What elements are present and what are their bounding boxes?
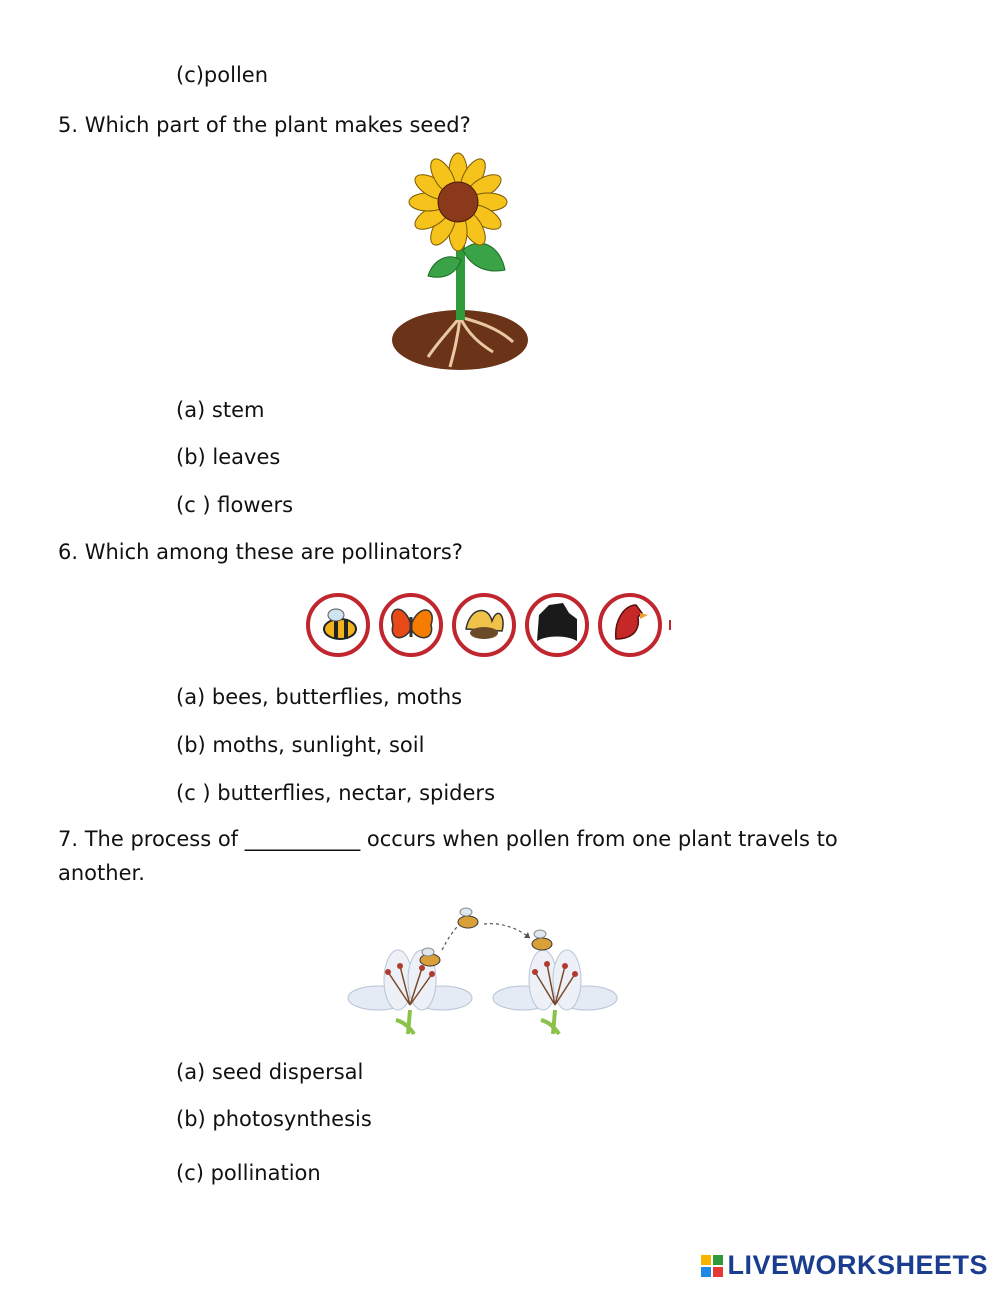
bee-arriving-icon: [532, 930, 552, 950]
left-flower-icon: [348, 950, 472, 1034]
q6-option-b: (b) moths, sunlight, soil: [176, 733, 425, 757]
moth-badge-icon: [454, 595, 514, 655]
pollination-illustration: [350, 900, 620, 1040]
bat-badge-icon: [527, 595, 587, 655]
q6-option-c: (c ) butterflies, nectar, spiders: [176, 781, 496, 805]
q5-option-b: (b) leaves: [176, 445, 281, 469]
q7-option-c: (c) pollination: [176, 1161, 321, 1185]
liveworksheets-logo: [701, 1250, 988, 1281]
bee-flying-icon: [458, 908, 478, 928]
bee-badge-icon: [308, 595, 368, 655]
sunflower-illustration: [388, 152, 528, 377]
flight-arrow-icon: [442, 924, 530, 950]
cardinal-badge-icon: [600, 595, 660, 655]
butterfly-badge-icon: [381, 595, 441, 655]
bee-icon: [420, 948, 440, 966]
brand-blocks-icon: [701, 1255, 723, 1277]
q5-question: 5. Which part of the plant makes seed?: [58, 113, 471, 137]
q7-question: 7. The process of ___________ occurs when pollen from one plant travels to another.: [58, 827, 838, 885]
q7-option-b: (b) photosynthesis: [176, 1107, 372, 1131]
q6-option-a: (a) bees, butterflies, moths: [176, 685, 463, 709]
q4-option-c: (c)pollen: [176, 63, 269, 87]
q5-option-a: (a) stem: [176, 398, 265, 422]
right-flower-icon: [493, 950, 617, 1034]
q7-option-a: (a) seed dispersal: [176, 1060, 364, 1084]
brand-text: LIVEWORKSHEETS: [727, 1250, 988, 1280]
q5-option-c: (c ) flowers: [176, 493, 294, 517]
q6-question: 6. Which among these are pollinators?: [58, 540, 463, 564]
pollinators-row: [305, 592, 675, 658]
